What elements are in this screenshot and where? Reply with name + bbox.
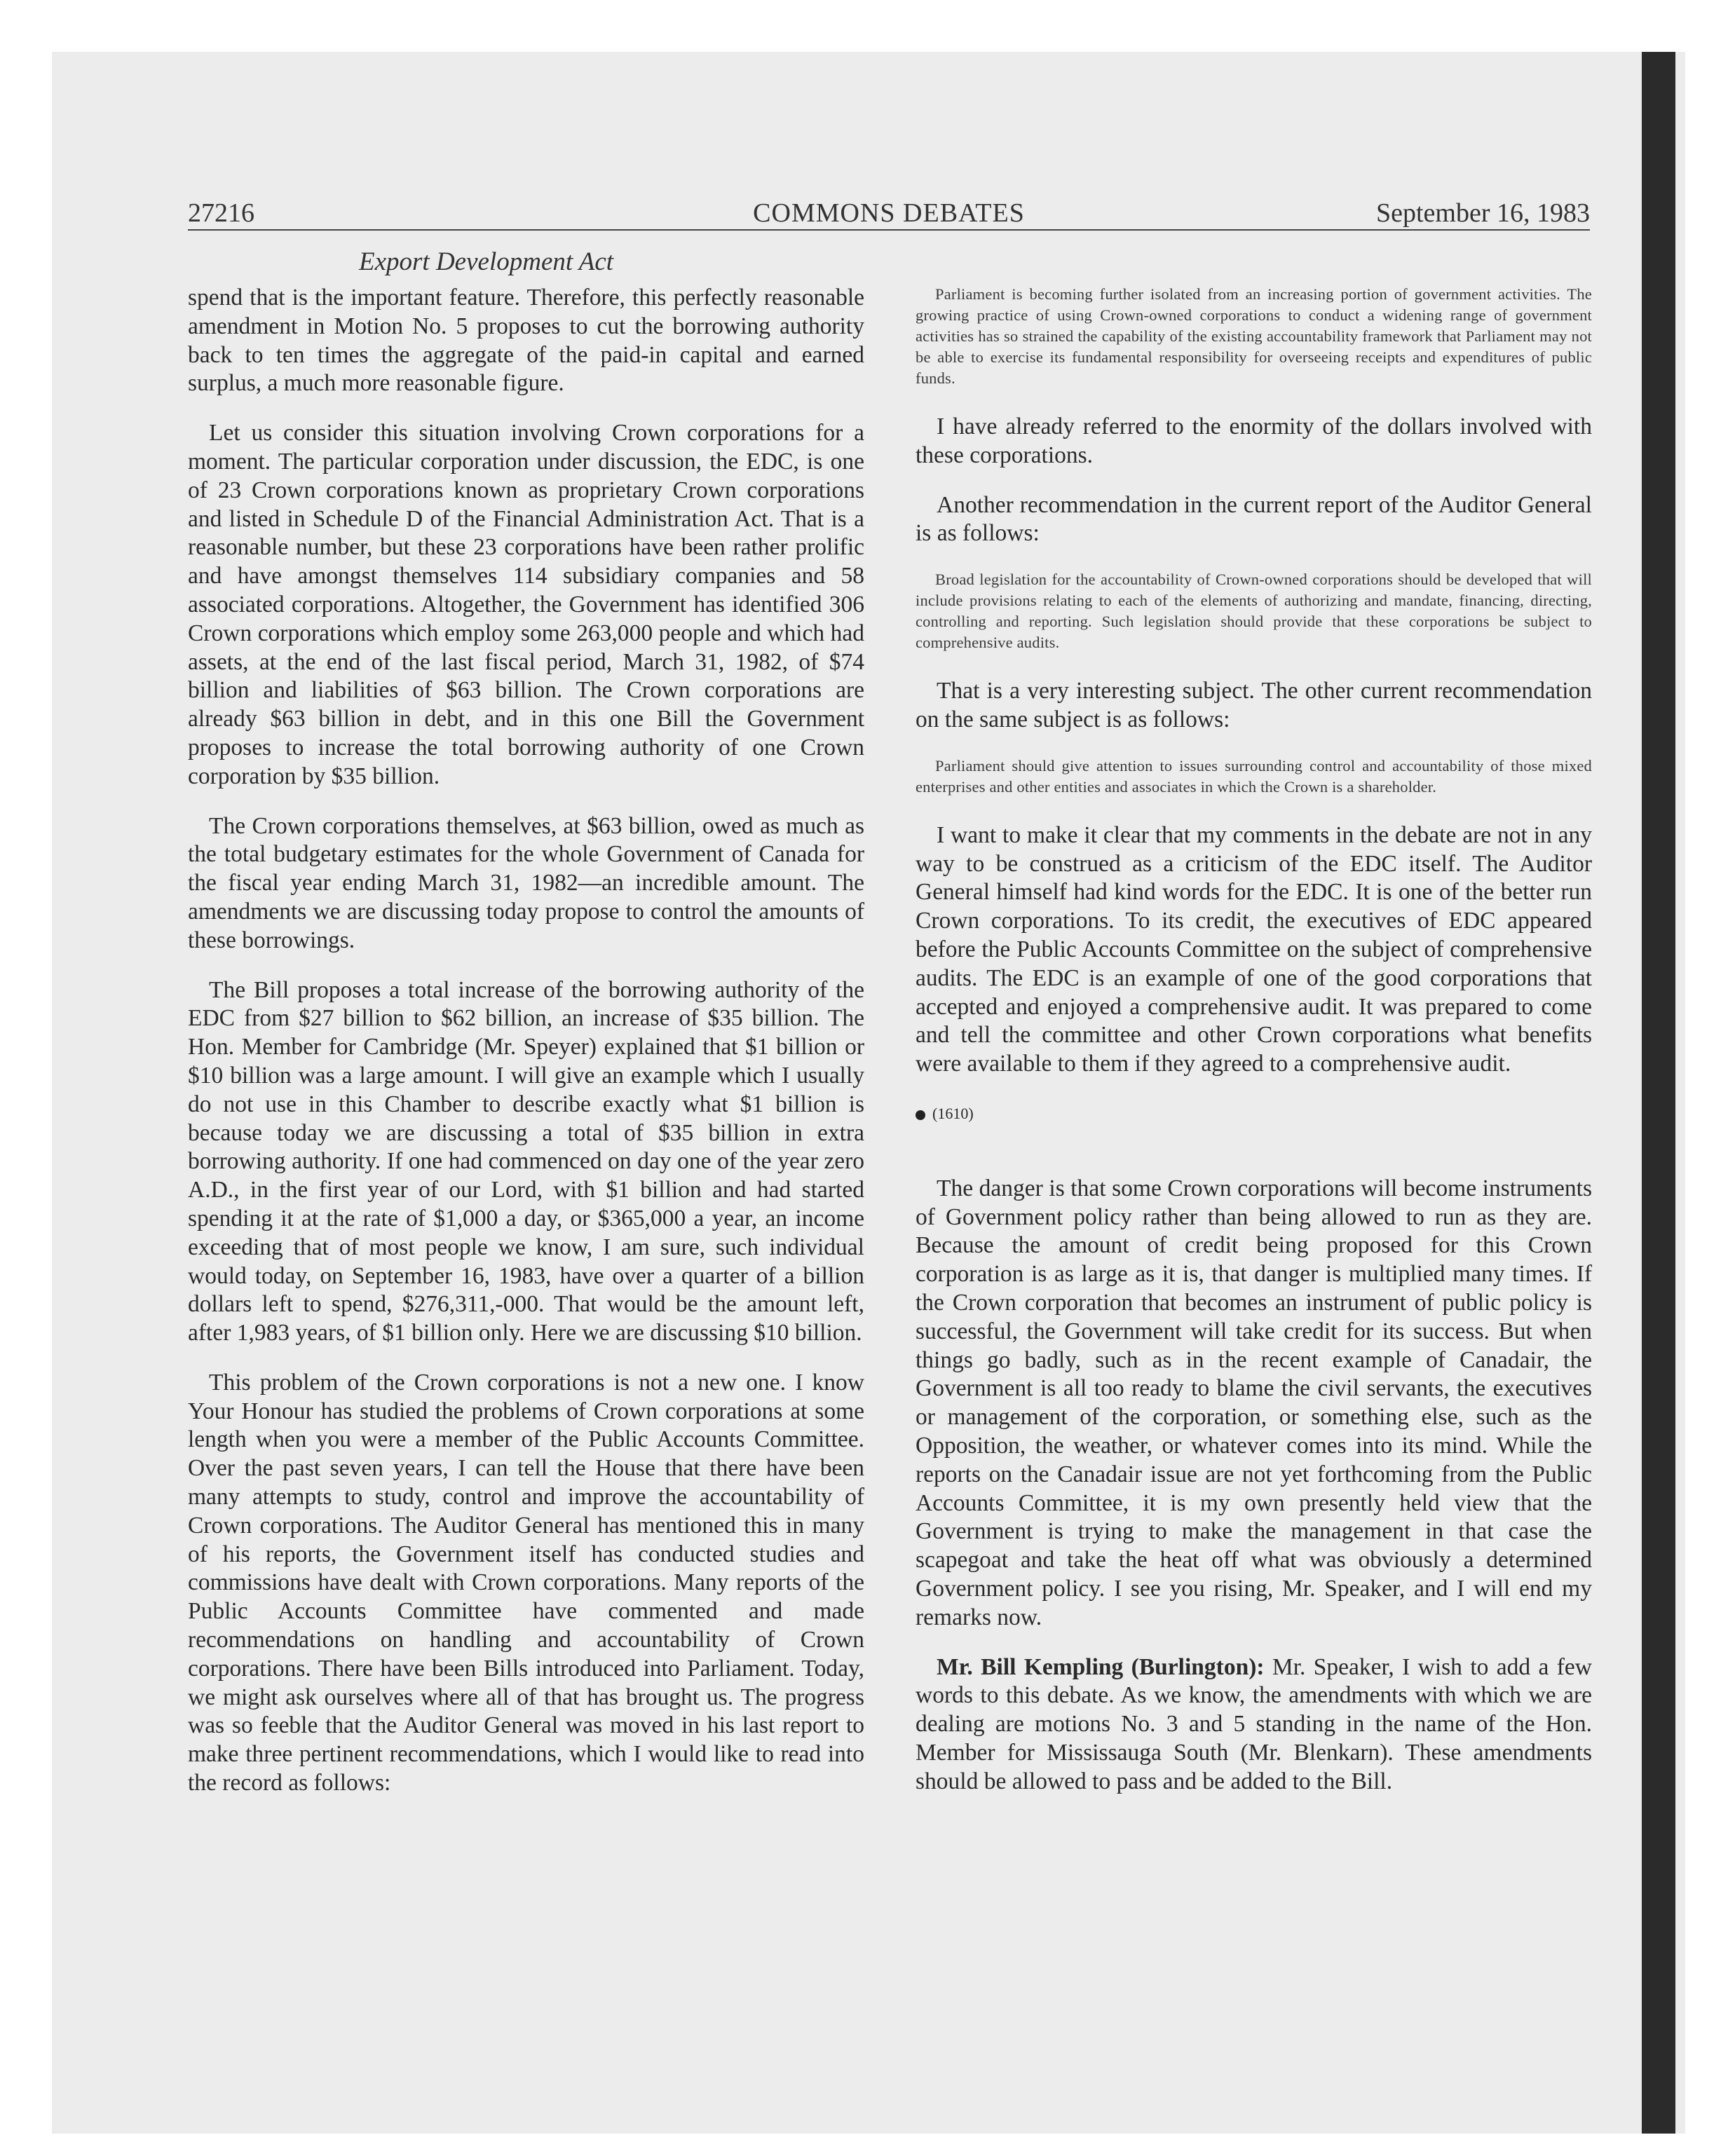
time-marker-label: (1610) <box>932 1104 974 1122</box>
paragraph: The Crown corporations themselves, at $63 billion, owed as much as the total budgetary estimates for the whole Government of Canada for the fiscal year ending March 31, 1982—an incredible amount. The amendments we are discussing today propose to control the amounts of these borrowings. <box>188 812 864 953</box>
page-header <box>188 198 1590 228</box>
time-marker <box>916 1100 1592 1128</box>
paragraph: The Bill proposes a total increase of the borrowing authority of the EDC from $27 billion to $62 billion, an increase of $35 billion. The Hon. Member for Cambridge (Mr. Speyer) explained that $1 billion or $10 billion was a large amount. I will give an example which I usually do not use in this Chamber to describe exactly what $1 billion is because today we are discussing a total of $35 billion in extra borrowing authority. If one had commenced on day one of the year zero A.D., in the first year of our Lord, with $1 billion and had started spending it at the rate of $1,000 a day, or $365,000 a year, an income exceeding that of most people we know, I am sure, such individual would today, on September 16, 1983, have over a quarter of a billion dollars left to spend, $276,311,-000. That would be the amount left, after 1,983 years, of $1 billion only. Here we are discussing $10 billion. <box>188 976 864 1346</box>
header-rule <box>188 229 1590 231</box>
paragraph: Another recommendation in the current report of the Auditor General is as follows: <box>916 491 1592 547</box>
page-date: September 16, 1983 <box>1375 198 1590 228</box>
left-column <box>188 284 864 1819</box>
block-quote: Parliament should give attention to issues surrounding control and accountability of those mixed enterprises and other entities and associates in which the Crown is a shareholder. <box>916 756 1592 796</box>
running-subheading: Export Development Act <box>359 247 614 276</box>
block-quote: Broad legislation for the accountability of Crown-owned corporations should be developed that will include provisions relating to each of the elements of authorizing and mandate, financing, directing, controlling and reporting. Such legislation should provide that these corporations be subject to comprehensive audits. <box>916 571 1592 652</box>
scan-edge-bar <box>1642 52 1675 2134</box>
speaker-name: Mr. Bill Kempling (Burlington): <box>937 1653 1265 1680</box>
paragraph-speaker <box>916 1653 1592 1796</box>
paragraph: I want to make it clear that my comments in the debate are not in any way to be construed as a criticism of the EDC itself. The Auditor General himself had kind words for the EDC. It is one of the better run Crown corporations. To its credit, the executives of EDC appeared before the Public Accounts Committee on the subject of comprehensive audits. The EDC is an example of one of the good corporations that accepted and enjoyed a comprehensive audit. It was prepared to come and tell the committee and other Crown corporations what benefits were available to them if they agreed to a comprehensive audit. <box>916 821 1592 1077</box>
right-column <box>916 284 1592 1817</box>
paragraph: Let us consider this situation involving Crown corporations for a moment. The particular corporation under discussion, the EDC, is one of 23 Crown corporations known as proprietary Crown corporations and listed in Schedule D of the Financial Administration Act. That is a reasonable number, but these 23 corporations have been rather prolific and have amongst themselves 114 subsidiary companies and 58 associated corporations. Altogether, the Government has identified 306 Crown corporations which employ some 263,000 people and which had assets, at the end of the last fiscal period, March 31, 1982, of $74 billion and liabilities of $63 billion. The Crown corporations are already $63 billion in debt, and in this one Bill the Government proposes to increase the total borrowing authority of one Crown corporation by $35 billion. <box>188 420 864 789</box>
block-quote: Parliament is becoming further isolated from an increasing portion of government activities. The growing practice of using Crown-owned corporations to conduct a widening range of government activities has so strained the capability of the existing accountability framework that Parliament may not be able to exercise its fundamental responsibility for overseeing receipts and expenditures of public funds. <box>916 285 1592 387</box>
paragraph: That is a very interesting subject. The other current recommendation on the same subject is as follows: <box>916 678 1592 732</box>
paragraph: spend that is the important feature. Therefore, this perfectly reasonable amendment in Motion No. 5 proposes to cut the borrowing authority back to ten times the aggregate of the paid-in capital and earned surplus, a much more reasonable figure. <box>188 285 864 397</box>
paragraph: The danger is that some Crown corporations will become instruments of Government policy rather than being allowed to run as they are. Because the amount of credit being proposed for this Crown corporation is as large as it is, that danger is multiplied many times. If the Crown corporation that becomes an instrument of public policy is successful, the Government will take credit for its success. But when things go badly, such as in the recent example of Canadair, the Government is all too ready to blame the civil servants, the executives or management of the corporation, or something else, such as the Opposition, the weather, or whatever comes into its mind. While the reports on the Canadair issue are not yet forthcoming from the Public Accounts Committee, it is my own presently held view that the Government is trying to make the management in that case the scapegoat and take the heat off what was obviously a determined Government policy. I see you rising, Mr. Speaker, and I will end my remarks now. <box>916 1175 1592 1630</box>
page-number: 27216 <box>188 198 254 228</box>
bullet-icon <box>916 1110 925 1120</box>
speaker-text: Mr. Speaker, I wish to add a few words to this debate. As we know, the amendments with which we are dealing are motions No. 3 and 5 standing in the name of the Hon. Member for Mississauga South (Mr. Blenkarn). These amendments should be allowed to pass and be added to the Bill. <box>916 1653 1592 1794</box>
paragraph: This problem of the Crown corporations is not a new one. I know Your Honour has studied the problems of Crown corporations at some length when you were a member of the Public Accounts Committee. Over the past seven years, I can tell the House that there have been many attempts to study, control and improve the accountability of Crown corporations. The Auditor General has mentioned this in many of his reports, the Government itself has conducted studies and commissions have dealt with Crown corporations. Many reports of the Public Accounts Committee have commented and made recommendations on handling and accountability of Crown corporations. There have been Bills introduced into Parliament. Today, we might ask ourselves where all of that has brought us. The progress was so feeble that the Auditor General was moved in his last report to make three pertinent recommendations, which I would like to read into the record as follows: <box>188 1369 864 1796</box>
publication-title: COMMONS DEBATES <box>753 198 1025 228</box>
paragraph: I have already referred to the enormity of the dollars involved with these corporations. <box>916 414 1592 468</box>
